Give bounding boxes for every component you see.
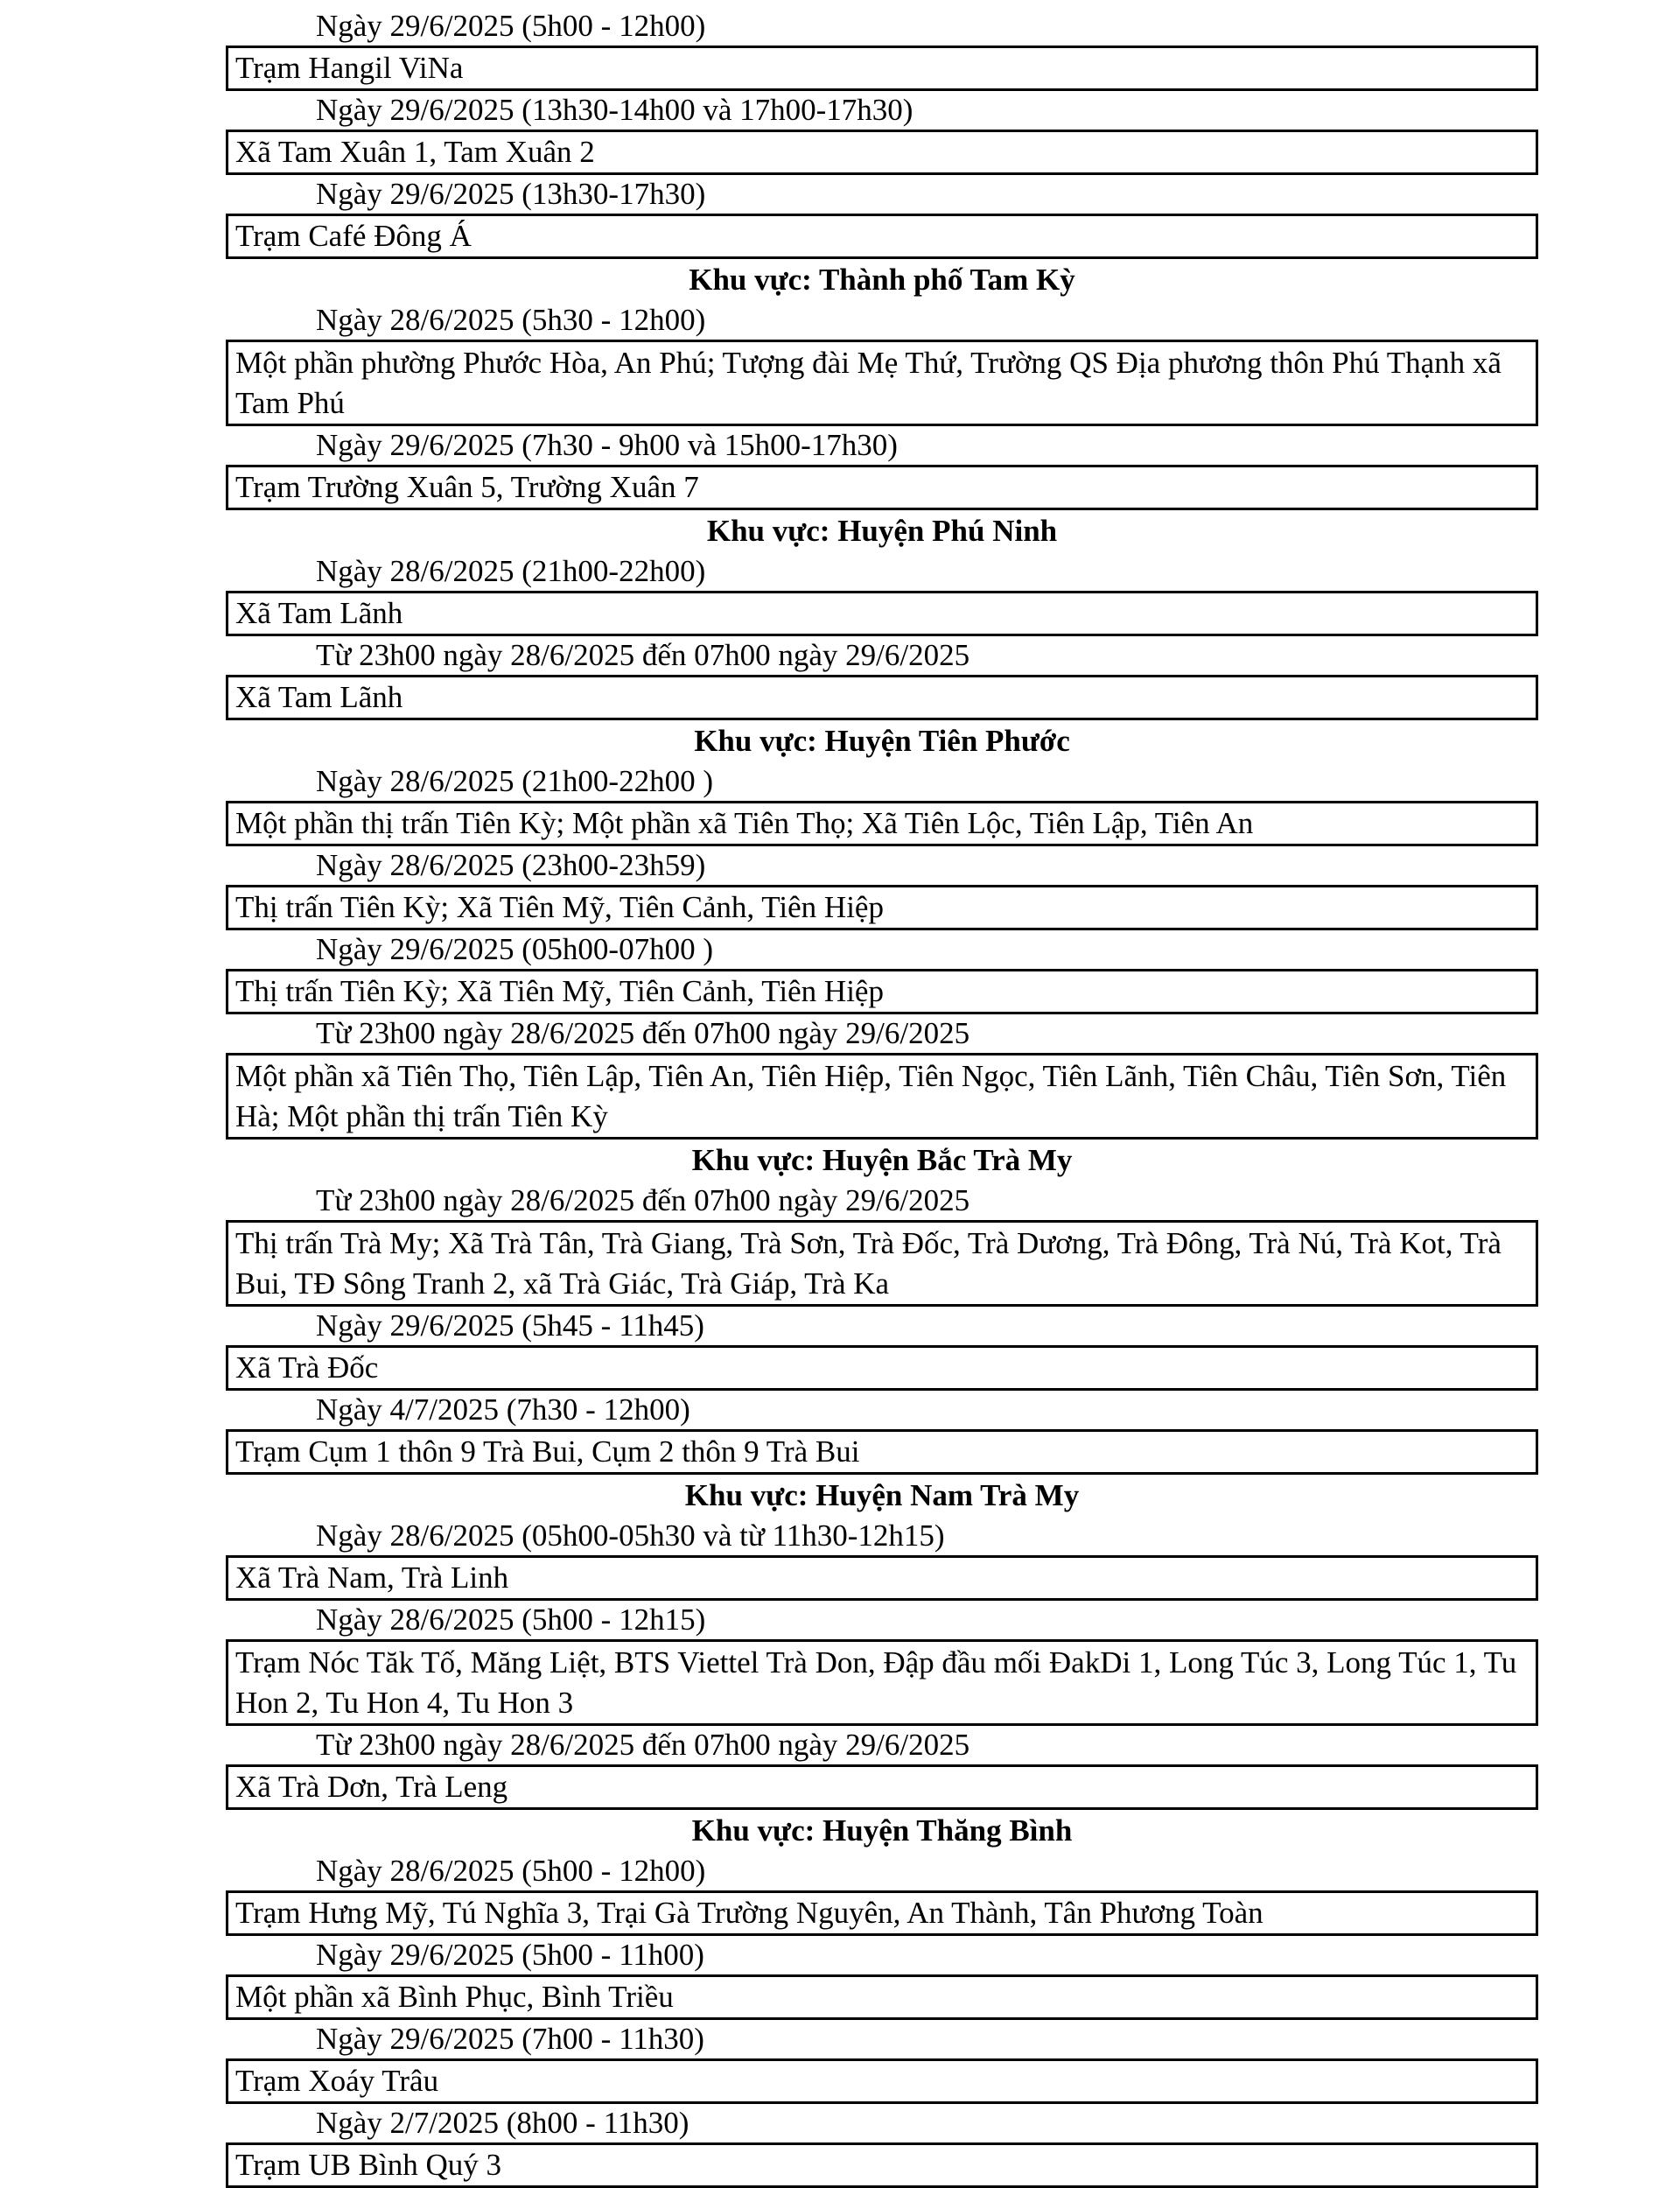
affected-area-cell: Xã Trà Dơn, Trà Leng: [226, 1764, 1538, 1810]
schedule-date: Ngày 29/6/2025 (13h30-14h00 và 17h00-17h30): [316, 93, 914, 127]
schedule-date: Ngày 29/6/2025 (5h45 - 11h45): [316, 1308, 704, 1343]
affected-area-cell: Một phần thị trấn Tiên Kỳ; Một phần xã Tiên Thọ; Xã Tiên Lộc, Tiên Lập, Tiên An: [226, 801, 1538, 846]
affected-area-cell: Trạm Trường Xuân 5, Trường Xuân 7: [226, 465, 1538, 510]
region-heading: Khu vực: Huyện Bắc Trà My: [691, 1143, 1073, 1177]
affected-area-cell: Thị trấn Trà My; Xã Trà Tân, Trà Giang, Trà Sơn, Trà Đốc, Trà Dương, Trà Đông, Trà Nú, Trà Kot, Trà Bui, TĐ Sông Tranh 2, xã Trà Giác, Trà Giáp, Trà Ka: [226, 1220, 1538, 1307]
affected-area-cell: Xã Tam Lãnh: [226, 591, 1538, 636]
affected-area-cell: Xã Trà Đốc: [226, 1345, 1538, 1391]
affected-area-cell: Trạm Hưng Mỹ, Tú Nghĩa 3, Trại Gà Trường Nguyên, An Thành, Tân Phương Toàn: [226, 1890, 1538, 1936]
schedule-date: Từ 23h00 ngày 28/6/2025 đến 07h00 ngày 29/6/2025: [316, 1183, 970, 1217]
schedule-date: Ngày 29/6/2025 (7h00 - 11h30): [316, 2022, 704, 2056]
affected-area-cell: Thị trấn Tiên Kỳ; Xã Tiên Mỹ, Tiên Cảnh, Tiên Hiệp: [226, 885, 1538, 930]
affected-area-cell: Xã Trà Nam, Trà Linh: [226, 1555, 1538, 1601]
schedule-date: Ngày 29/6/2025 (5h00 - 11h00): [316, 1938, 704, 1972]
schedule-date: Từ 23h00 ngày 28/6/2025 đến 07h00 ngày 29/6/2025: [316, 638, 970, 672]
schedule-date: Ngày 4/7/2025 (7h30 - 12h00): [316, 1392, 690, 1427]
schedule-date: Ngày 2/7/2025 (8h00 - 11h30): [316, 2106, 690, 2140]
affected-area-cell: Một phần xã Tiên Thọ, Tiên Lập, Tiên An, Tiên Hiệp, Tiên Ngọc, Tiên Lãnh, Tiên Châu, Tiên Sơn, Tiên Hà; Một phần thị trấn Tiên Kỳ: [226, 1053, 1538, 1140]
region-heading: Khu vực: Huyện Phú Ninh: [706, 514, 1058, 548]
region-heading: Khu vực: Huyện Thăng Bình: [691, 1813, 1073, 1848]
schedule-date: Ngày 29/6/2025 (13h30-17h30): [316, 177, 706, 211]
affected-area-cell: Xã Tam Xuân 1, Tam Xuân 2: [226, 130, 1538, 175]
schedule-date: Ngày 28/6/2025 (5h30 - 12h00): [316, 303, 706, 337]
affected-area-cell: Trạm Nóc Tăk Tố, Măng Liệt, BTS Viettel Trà Don, Đập đầu mối ĐakDi 1, Long Túc 3, Long Túc 1, Tu Hon 2, Tu Hon 4, Tu Hon 3: [226, 1639, 1538, 1726]
schedule-date: Ngày 28/6/2025 (05h00-05h30 và từ 11h30-12h15): [316, 1518, 945, 1553]
schedule-date: Ngày 29/6/2025 (05h00-07h00 ): [316, 932, 713, 966]
affected-area-cell: Trạm Cụm 1 thôn 9 Trà Bui, Cụm 2 thôn 9 Trà Bui: [226, 1429, 1538, 1475]
schedule-date: Ngày 29/6/2025 (7h30 - 9h00 và 15h00-17h30): [316, 428, 898, 462]
schedule-date: Ngày 28/6/2025 (21h00-22h00 ): [316, 764, 713, 798]
schedule-date: Ngày 28/6/2025 (23h00-23h59): [316, 848, 706, 882]
affected-area-cell: Trạm Café Đông Á: [226, 214, 1538, 259]
schedule-date: Ngày 28/6/2025 (21h00-22h00): [316, 554, 706, 588]
affected-area-cell: Một phần xã Bình Phục, Bình Triều: [226, 1974, 1538, 2020]
schedule-date: Ngày 28/6/2025 (5h00 - 12h15): [316, 1602, 706, 1637]
affected-area-cell: Trạm UB Bình Quý 3: [226, 2142, 1538, 2188]
affected-area-cell: Một phần phường Phước Hòa, An Phú; Tượng đài Mẹ Thứ, Trường QS Địa phương thôn Phú Thạnh xã Tam Phú: [226, 340, 1538, 426]
region-heading: Khu vực: Thành phố Tam Kỳ: [689, 263, 1075, 297]
schedule-date: Từ 23h00 ngày 28/6/2025 đến 07h00 ngày 29/6/2025: [316, 1728, 970, 1762]
affected-area-cell: Trạm Xoáy Trâu: [226, 2058, 1538, 2104]
outage-schedule-list: [226, 7, 1538, 2188]
affected-area-cell: Xã Tam Lãnh: [226, 675, 1538, 720]
schedule-date: Ngày 29/6/2025 (5h00 - 12h00): [316, 9, 706, 43]
schedule-date: Từ 23h00 ngày 28/6/2025 đến 07h00 ngày 29/6/2025: [316, 1016, 970, 1050]
affected-area-cell: Trạm Hangil ViNa: [226, 46, 1538, 91]
region-heading: Khu vực: Huyện Tiên Phước: [694, 724, 1070, 758]
affected-area-cell: Thị trấn Tiên Kỳ; Xã Tiên Mỹ, Tiên Cảnh, Tiên Hiệp: [226, 969, 1538, 1014]
region-heading: Khu vực: Huyện Nam Trà My: [684, 1478, 1080, 1512]
schedule-date: Ngày 28/6/2025 (5h00 - 12h00): [316, 1854, 706, 1888]
